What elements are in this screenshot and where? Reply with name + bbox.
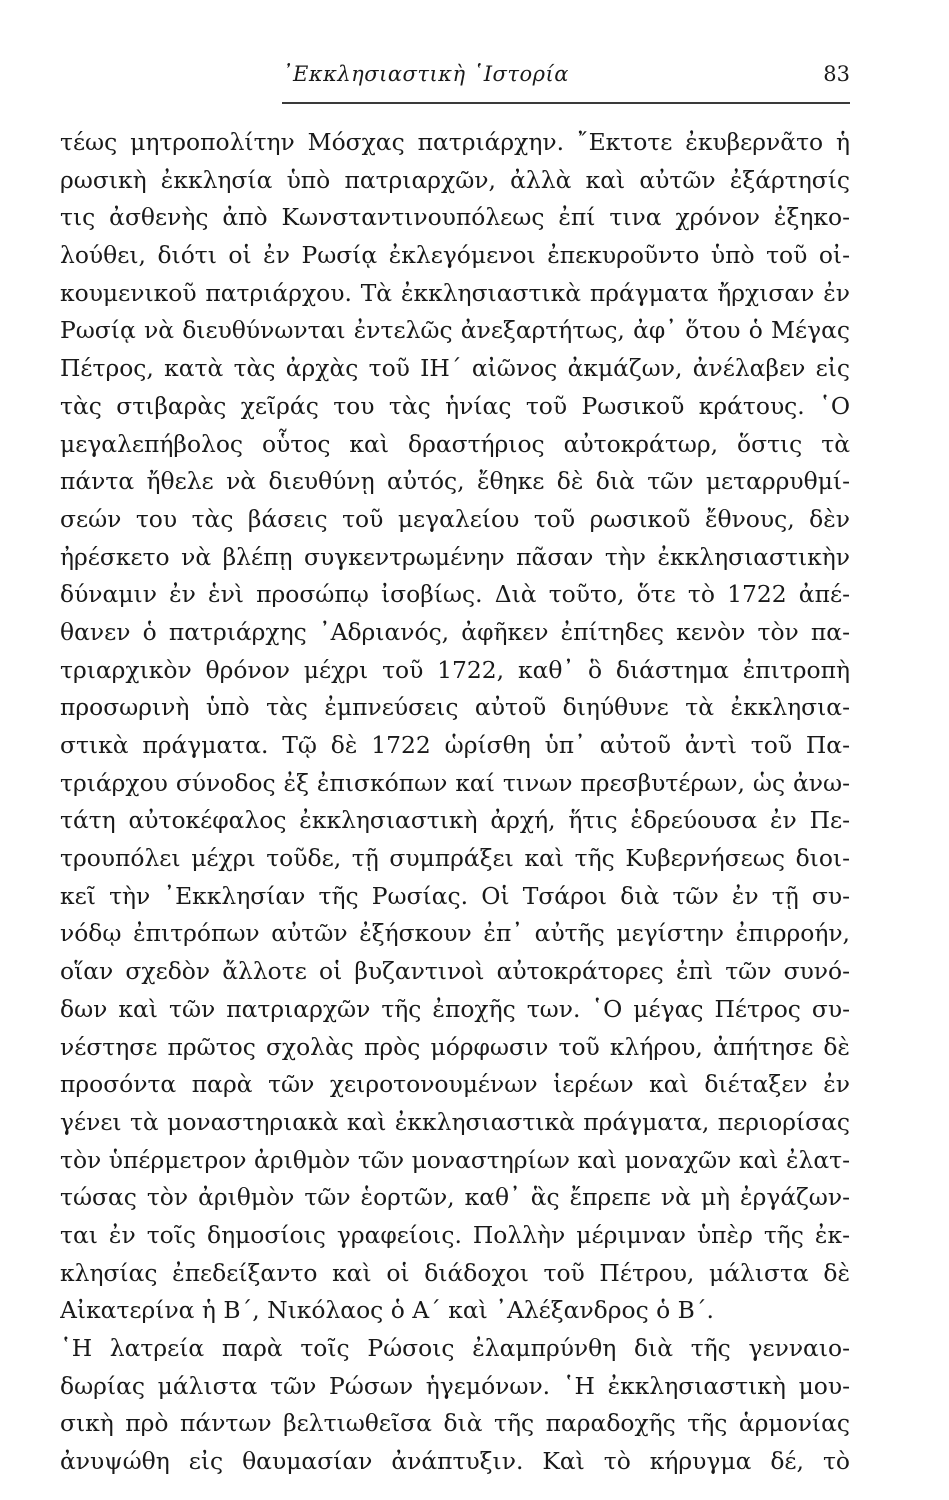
text-line: τρουπόλει μέχρι τοῦδε, τῇ συμπράξει καὶ τῆς Κυβερνήσεως διοι- <box>60 844 850 873</box>
text-line: δύναμιν ἐν ἑνὶ προσώπῳ ἰσοβίως. Διὰ τοῦτο, ὅτε τὸ 1722 ἀπέ- <box>60 580 850 609</box>
text-line: πάντα ἤθελε νὰ διευθύνῃ αὐτός, ἔθηκε δὲ διὰ τῶν μεταρρυθμί- <box>60 467 850 496</box>
text-line: τριάρχου σύνοδος ἐξ ἐπισκόπων καί τινων πρεσβυτέρων, ὡς ἀνω- <box>60 768 850 797</box>
text-line: λούθει, διότι οἱ ἐν Ρωσίᾳ ἐκλεγόμενοι ἐπεκυροῦντο ὑπὸ τοῦ οἰ- <box>60 241 850 270</box>
text-line: ῾Η λατρεία παρὰ τοῖς Ρώσοις ἐλαμπρύνθη διὰ τῆς γενναιο- <box>60 1334 850 1362</box>
text-line: Αἰκατερίνα ἡ Β΄, Νικόλαος ὁ Α΄ καὶ ᾿Αλέξανδρος ὁ Β΄. <box>60 1296 714 1325</box>
running-header <box>282 62 850 98</box>
text-line: ρωσικὴ ἐκκλησία ὑπὸ πατριαρχῶν, ἀλλὰ καὶ αὐτῶν ἐξάρτησίς <box>60 165 850 194</box>
text-line: τις ἀσθενὴς ἀπὸ Κωνσταντινουπόλεως ἐπί τινα χρόνον ἐξηκο- <box>60 203 850 232</box>
header-rule <box>282 102 850 104</box>
text-line: τέως μητροπολίτην Μόσχας πατριάρχην. ῎Εκτοτε ἐκυβερνᾶτο ἡ <box>60 128 850 156</box>
text-line: τάτη αὐτοκέφαλος ἐκκλησιαστικὴ ἀρχή, ἥτις ἑδρεύουσα ἐν Πε- <box>60 806 850 835</box>
text-line: οἵαν σχεδὸν ἄλλοτε οἱ βυζαντινοὶ αὐτοκράτορες ἐπὶ τῶν συνό- <box>60 957 850 986</box>
text-line: ἀνυψώθη εἰς θαυμασίαν ἀνάπτυξιν. Καὶ τὸ κήρυγμα δέ, τὸ <box>60 1447 850 1476</box>
book-page <box>60 0 850 1500</box>
text-line: θανεν ὁ πατριάρχης ᾿Αδριανός, ἀφῆκεν ἐπίτηδες κενὸν τὸν πα- <box>60 617 850 646</box>
text-line: ται ἐν τοῖς δημοσίοις γραφείοις. Πολλὴν μέριμναν ὑπὲρ τῆς ἐκ- <box>60 1220 850 1249</box>
text-line: στικὰ πράγματα. Τῷ δὲ 1722 ὡρίσθη ὑπ᾿ αὐτοῦ ἀντὶ τοῦ Πα- <box>60 731 850 759</box>
text-line: δων καὶ τῶν πατριαρχῶν τῆς ἐποχῆς των. ῾Ο μέγας Πέτρος συ- <box>60 994 850 1023</box>
text-line: προσωρινὴ ὑπὸ τὰς ἐμπνεύσεις αὐτοῦ διηύθυνε τὰ ἐκκλησια- <box>60 693 850 722</box>
page-number: 83 <box>823 62 850 86</box>
body-text <box>60 124 850 1481</box>
text-line: σικὴ πρὸ πάντων βελτιωθεῖσα διὰ τῆς παραδοχῆς τῆς ἁρμονίας <box>60 1409 850 1438</box>
text-line: τὰς στιβαρὰς χεῖράς του τὰς ἡνίας τοῦ Ρωσικοῦ κράτους. ῾Ο <box>60 391 850 420</box>
text-line: τὸν ὑπέρμετρον ἀριθμὸν τῶν μοναστηρίων καὶ μοναχῶν καὶ ἐλατ- <box>60 1145 850 1174</box>
text-line: Πέτρος, κατὰ τὰς ἀρχὰς τοῦ ΙΗ΄ αἰῶνος ἀκμάζων, ἀνέλαβεν εἰς <box>60 354 850 383</box>
running-title: ᾿Εκκλησιαστικὴ ῾Ιστορία <box>282 62 569 86</box>
text-line: μεγαλεπήβολος οὗτος καὶ δραστήριος αὐτοκράτωρ, ὅστις τὰ <box>60 429 850 458</box>
text-line: τώσας τὸν ἀριθμὸν τῶν ἑορτῶν, καθ᾿ ἃς ἔπρεπε νὰ μὴ ἐργάζων- <box>60 1183 850 1212</box>
text-line: γένει τὰ μοναστηριακὰ καὶ ἐκκλησιαστικὰ πράγματα, περιορίσας <box>60 1107 850 1136</box>
text-line: τριαρχικὸν θρόνον μέχρι τοῦ 1722, καθ᾿ ὃ διάστημα ἐπιτροπὴ <box>60 655 850 684</box>
text-line: νόδῳ ἐπιτρόπων αὐτῶν ἐξήσκουν ἐπ᾿ αὐτῆς μεγίστην ἐπιρροήν, <box>60 919 850 948</box>
text-line: σεών του τὰς βάσεις τοῦ μεγαλείου τοῦ ρωσικοῦ ἔθνους, δὲν <box>60 504 850 533</box>
text-line: κλησίας ἐπεδείξαντο καὶ οἱ διάδοχοι τοῦ Πέτρου, μάλιστα δὲ <box>60 1258 850 1287</box>
text-line: ἠρέσκετο νὰ βλέπῃ συγκεντρωμένην πᾶσαν τὴν ἐκκλησιαστικὴν <box>60 542 850 571</box>
text-line: Ρωσίᾳ νὰ διευθύνωνται ἐντελῶς ἀνεξαρτήτως, ἀφ᾿ ὅτου ὁ Μέγας <box>60 316 850 345</box>
text-line: κουμενικοῦ πατριάρχου. Τὰ ἐκκλησιαστικὰ πράγματα ἤρχισαν ἐν <box>60 278 850 307</box>
text-line: νέστησε πρῶτος σχολὰς πρὸς μόρφωσιν τοῦ κλήρου, ἀπήτησε δὲ <box>60 1032 850 1061</box>
text-line: κεῖ τὴν ᾿Εκκλησίαν τῆς Ρωσίας. Οἱ Τσάροι διὰ τῶν ἐν τῇ συ- <box>60 881 850 910</box>
text-line: δωρίας μάλιστα τῶν Ρώσων ἡγεμόνων. ῾Η ἐκκλησιαστικὴ μου- <box>60 1371 850 1400</box>
text-line: προσόντα παρὰ τῶν χειροτονουμένων ἱερέων καὶ διέταξεν ἐν <box>60 1070 850 1099</box>
